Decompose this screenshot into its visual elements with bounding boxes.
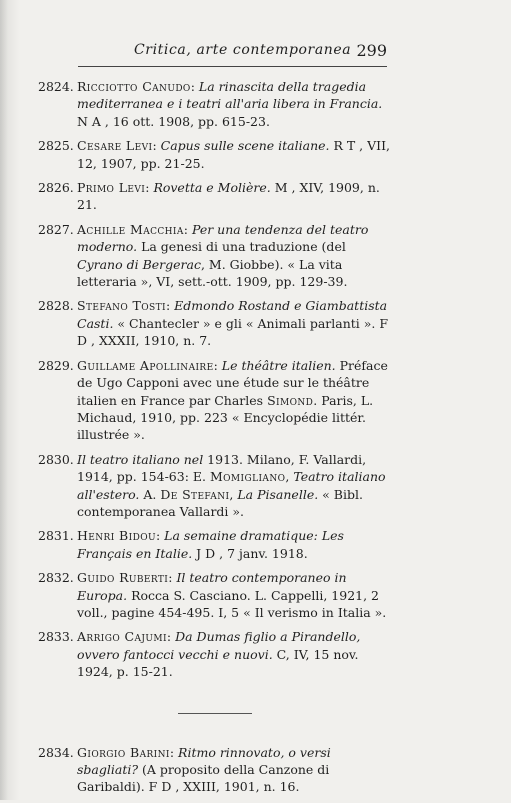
entry-number: 2824.	[38, 79, 74, 94]
entry-title: Le théâtre italien.	[221, 357, 336, 373]
running-header	[78, 40, 387, 67]
entry-lead-details: 1913. Milano, F. Vallardi, 1914, pp. 154-63: E.	[77, 451, 367, 485]
bibliography-entry	[38, 569, 390, 621]
entry-title: Capus sulle scene italiane.	[160, 138, 330, 154]
entry-separator: :	[152, 138, 161, 154]
entry-author: Momigliano	[209, 469, 286, 485]
entry-separator: :	[155, 528, 165, 544]
entry-number: 2833.	[38, 629, 74, 645]
bibliography-entry	[38, 221, 390, 291]
entry-number: 2828.	[38, 298, 74, 314]
entry-title-secondary: La Pisanelle.	[237, 486, 319, 502]
entry-title-secondary: Cyrano di Bergerac	[77, 256, 201, 272]
entry-title: La rinascita della tragedia mediterranea e i teatri all'aria libera in Francia.	[77, 79, 383, 112]
entry-title: Rovetta e Molière.	[153, 180, 271, 196]
entry-number: 2832.	[38, 570, 74, 586]
entry-separator: :	[165, 298, 175, 314]
entry-title: Edmondo Rostand e Giambattista Casti.	[77, 298, 388, 331]
entry-author: Primo Levi	[77, 180, 146, 196]
entry-separator: :	[145, 180, 154, 196]
entry-details: Préface de Ugo Capponi avec une étude sur le théâtre italien en France par Charles	[77, 357, 388, 408]
entry-number: 2830.	[38, 451, 74, 467]
entry-separator: :	[166, 629, 176, 645]
entry-number: 2827.	[38, 221, 74, 237]
entry-separator: ,	[285, 469, 294, 485]
bibliography-entry	[38, 628, 390, 680]
bibliography-entry	[38, 744, 390, 796]
entry-separator: :	[183, 221, 192, 237]
entry-author-secondary: Simond	[267, 392, 314, 408]
entry-author: Henri Bidou	[77, 528, 156, 544]
entry-author: Arrigo Cajumi	[77, 629, 167, 645]
entry-author: Giorgio Barini	[77, 744, 170, 760]
entry-number: 2825.	[38, 138, 74, 154]
entry-author: Stefano Tosti	[77, 298, 166, 314]
entry-details-secondary: « Bibl. contemporanea Vallardi ».	[77, 486, 363, 519]
bibliography-entry	[38, 179, 390, 214]
entry-title: Per una tendenza del teatro moderno.	[77, 221, 369, 255]
entry-author: Achille Macchia	[77, 221, 184, 237]
entry-details: La genesi di una traduzione (del	[137, 239, 346, 255]
entry-author: Ricciotto Canudo	[77, 79, 191, 94]
entry-details: R T , VII, 12, 1907, pp. 21-25.	[77, 138, 391, 171]
entry-details: J D , 7 janv. 1918.	[192, 545, 308, 561]
bibliography-entry	[38, 297, 390, 349]
bibliography-list	[38, 78, 390, 803]
section-divider	[178, 713, 252, 714]
running-title: Critica, arte contemporanea	[134, 42, 352, 58]
entry-number: 2829.	[38, 357, 74, 373]
bibliography-entry	[38, 137, 390, 172]
entry-author: Cesare Levi	[77, 138, 153, 154]
entry-title: Ritmo rinnovato, o versi sbagliati?	[77, 744, 331, 777]
entry-details: Rocca S. Casciano. L. Cappelli, 1921, 2 voll., pagine 454-495. I, 5 « Il verismo in Italia ».	[77, 587, 387, 620]
entry-author-secondary: De Stefani	[160, 486, 230, 502]
entry-details: C, IV, 15 nov. 1924, p. 15-21.	[77, 646, 359, 680]
bibliography-entry	[38, 451, 390, 521]
entry-details-secondary: . Paris, L. Michaud, 1910, pp. 223 « Encyclopédie littér. illustrée ».	[77, 392, 374, 443]
bibliography-entry	[38, 357, 390, 444]
entry-number: 2826.	[38, 180, 74, 196]
entry-separator: :	[169, 744, 179, 760]
entry-separator: :	[190, 79, 199, 94]
entry-details: « Chantecler » e gli « Animali parlanti ». F D , XXXII, 1910, n. 7.	[77, 315, 389, 349]
entry-number: 2834.	[38, 744, 74, 760]
entry-details: A.	[139, 486, 161, 502]
bibliography-entry	[38, 527, 390, 562]
bibliography-entry	[38, 78, 390, 130]
entry-title: Il teatro contemporaneo in Europa.	[77, 570, 347, 603]
entry-author: Guido Ruberti	[77, 570, 169, 586]
entry-number: 2831.	[38, 528, 74, 544]
entry-lead-title: Il teatro italiano nel	[77, 451, 204, 467]
entry-details: N A , 16 ott. 1908, pp. 615-23.	[77, 113, 270, 129]
page-number: 299	[356, 41, 387, 60]
entry-title: Teatro italiano all'estero.	[77, 469, 386, 502]
entry-title: Da Dumas figlio a Pirandello, ovvero fantocci vecchi e nuovi.	[77, 629, 361, 662]
entry-separator: :	[213, 357, 222, 373]
entry-separator-secondary: ,	[229, 486, 238, 502]
entry-separator: :	[168, 570, 177, 586]
entry-author: Guillame Apollinaire	[77, 357, 214, 373]
entry-details: M , XIV, 1909, n. 21.	[77, 180, 380, 213]
entry-details-secondary: , M. Giobbe). « La vita letteraria », VI, sett.-ott. 1909, pp. 129-39.	[77, 256, 348, 290]
entry-title: La semaine dramatique: Les Français en Italie.	[77, 528, 344, 561]
entry-details: (A proposito della Canzone di Garibaldi). F D , XXIII, 1901, n. 16.	[77, 762, 330, 795]
